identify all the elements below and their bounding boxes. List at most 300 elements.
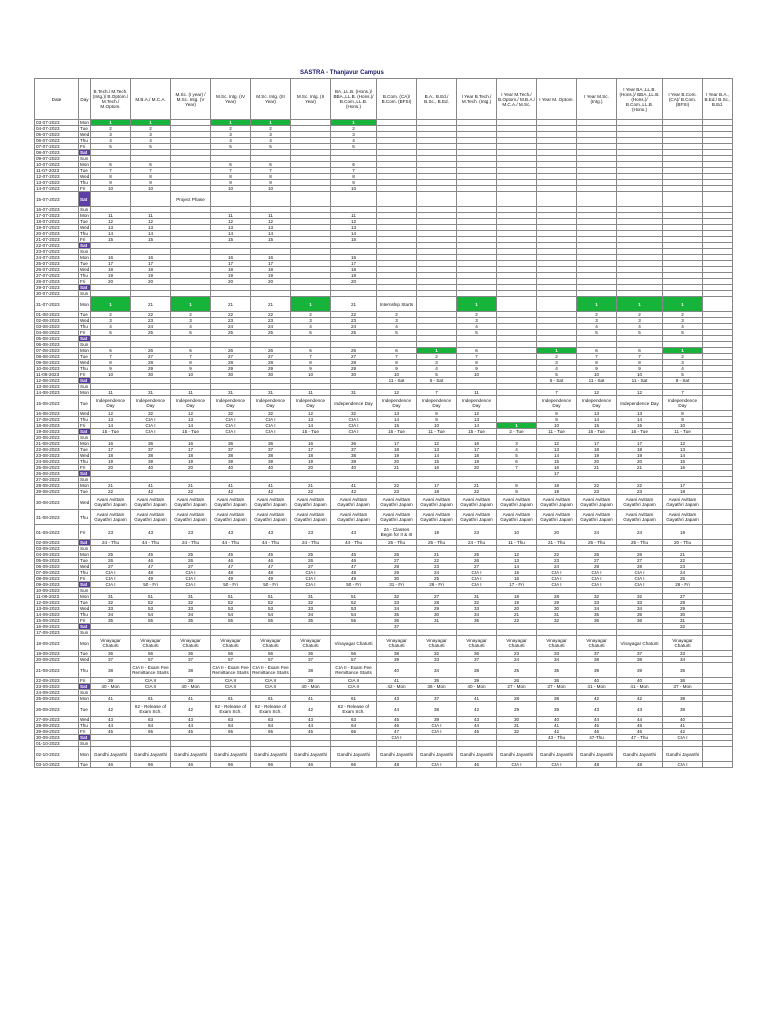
table-cell: 54 (251, 612, 291, 618)
table-cell: Gandhi Jayanthi (131, 747, 171, 762)
table-cell: 12 (537, 441, 577, 447)
table-cell: 20 (377, 459, 417, 465)
table-cell: 36 (251, 441, 291, 447)
table-cell: 13 (211, 225, 251, 231)
table-cell: 7 (131, 168, 171, 174)
table-cell: 7 (171, 354, 211, 360)
table-cell: 37 (457, 657, 497, 663)
table-cell: 34 (537, 657, 577, 663)
table-cell: 13 (377, 411, 417, 417)
table-cell: 15 (91, 237, 131, 243)
table-cell: 6 (251, 162, 291, 168)
table-cell: 32 (131, 411, 171, 417)
day-cell: Wed (80, 717, 90, 722)
table-cell (703, 525, 733, 540)
table-cell: 19 (251, 273, 291, 279)
table-cell: 37 (577, 651, 617, 657)
table-cell: 29 (211, 366, 251, 372)
table-cell: 5 (171, 330, 211, 336)
date-cell: 04-08-2023 (35, 330, 79, 336)
table-cell: 10 (537, 423, 577, 429)
table-cell: 34 (377, 606, 417, 612)
table-cell: 61 (251, 696, 291, 702)
table-cell: 34 (617, 606, 663, 612)
table-cell: 27 (331, 354, 377, 360)
table-cell: 39 (417, 717, 457, 723)
table-cell: 19 (537, 489, 577, 495)
table-cell: 22 (291, 489, 331, 495)
table-cell: 49 (211, 576, 251, 582)
column-header: M.Sc. Intg. (II Year) (291, 79, 331, 120)
day-cell: Wed (80, 360, 90, 365)
day-cell: Thu (79, 663, 91, 678)
table-cell: 65 (211, 729, 251, 735)
table-cell: 24 (417, 570, 457, 576)
table-cell: 4 (377, 324, 417, 330)
table-cell: 50 - Fri (131, 582, 171, 588)
date-cell: 15-07-2023 (35, 192, 79, 207)
table-cell: 32 (497, 729, 537, 735)
table-cell: 17 (577, 441, 617, 447)
table-cell: CIA I (457, 576, 497, 582)
date-cell: 07-07-2023 (35, 144, 79, 150)
table-cell: 37 - Mon (537, 684, 577, 690)
table-cell: 8 (457, 360, 497, 366)
table-cell: 11 - Thu (497, 540, 537, 546)
table-cell: 56 (331, 651, 377, 657)
table-cell: 17 - Fri (497, 582, 537, 588)
day-cell: Tue (79, 354, 91, 360)
day-cell: Tue (79, 396, 91, 411)
date-cell: 30-07-2023 (35, 291, 79, 297)
table-cell: 27 (91, 564, 131, 570)
table-cell: 29 (131, 366, 171, 372)
table-cell: 46 (291, 762, 331, 768)
table-cell: CIA I (663, 762, 703, 768)
table-cell: 20 (577, 459, 617, 465)
table-cell: 65 (331, 729, 377, 735)
table-cell: Independence Day (457, 396, 497, 411)
table-cell: 33 (171, 606, 211, 612)
date-cell: 09-07-2023 (35, 156, 79, 162)
table-cell: Avani Avittam Gayathri Japam (417, 495, 457, 510)
date-cell: 05-09-2023 (35, 558, 79, 564)
table-cell: 21 (131, 297, 171, 312)
table-cell: 26 (497, 678, 537, 684)
table-cell: 10 (577, 372, 617, 378)
table-cell: 29 (377, 570, 417, 576)
table-cell: 6 (291, 348, 331, 354)
table-cell: 26 - Fri (417, 582, 457, 588)
date-cell: 10-08-2023 (35, 366, 79, 372)
day-cell: Thu (79, 723, 91, 729)
table-cell: 4 (331, 138, 377, 144)
table-cell: 41 (331, 483, 377, 489)
table-cell: 12 (251, 219, 291, 225)
table-cell: Project Phase (171, 192, 211, 207)
table-cell: 6 (617, 348, 663, 354)
table-cell: 36 (291, 651, 331, 657)
table-cell (251, 192, 291, 207)
table-cell: 23 (91, 525, 131, 540)
table-cell: 7 (663, 390, 703, 396)
day-cell: Fri (79, 279, 91, 285)
day-cell: Fri (79, 372, 91, 378)
table-cell: 7 (251, 168, 291, 174)
table-cell: 22 (91, 489, 131, 495)
table-cell: 33 (91, 606, 131, 612)
table-cell: Gandhi Jayanthi (171, 747, 211, 762)
table-cell: 20 (457, 465, 497, 471)
table-cell (703, 702, 733, 717)
table-cell: 2 - Tue (497, 429, 537, 435)
table-cell: 52 (331, 600, 377, 606)
table-cell: 18 (577, 447, 617, 453)
table-cell: 13 (497, 558, 537, 564)
day-cell: Wed (80, 657, 90, 662)
table-cell: 35 (577, 612, 617, 618)
date-cell: 24-07-2023 (35, 255, 79, 261)
table-cell: 65 (131, 729, 171, 735)
table-cell: 45 (171, 729, 211, 735)
table-cell: 4 (457, 324, 497, 330)
table-cell: 26 (377, 552, 417, 558)
table-cell: 18 (131, 267, 171, 273)
day-cell: Sun (79, 207, 91, 213)
date-cell: 09-08-2023 (35, 360, 79, 366)
day-cell: Sun (79, 249, 91, 255)
table-cell: 26 (331, 348, 377, 354)
column-header: I Year M. Optom. (537, 79, 577, 120)
table-cell: 66 (251, 762, 291, 768)
table-cell: 26 (251, 348, 291, 354)
table-cell: 52 (251, 600, 291, 606)
table-cell: 46 (91, 762, 131, 768)
table-cell: 17 (171, 447, 211, 453)
date-cell: 10-09-2023 (35, 588, 79, 594)
table-cell: 43 (457, 717, 497, 723)
date-cell: 24-09-2023 (35, 690, 79, 696)
table-cell: 13 (291, 417, 331, 423)
table-cell: 2 (663, 312, 703, 318)
table-cell: 18 (537, 483, 577, 489)
table-cell: 23 (497, 651, 537, 657)
table-cell: 5 (131, 144, 171, 150)
table-cell: 32 (291, 600, 331, 606)
table-cell: 44 (171, 723, 211, 729)
table-cell: 40 (331, 465, 377, 471)
date-cell: 03-08-2023 (35, 324, 79, 330)
table-cell: Avani Avittam Gayathri Japam (537, 510, 577, 525)
table-cell: 28 (577, 564, 617, 570)
table-cell: 42 (171, 702, 211, 717)
table-cell: 3 (663, 360, 703, 366)
table-cell: 18 (91, 267, 131, 273)
table-cell: 39 (457, 678, 497, 684)
table-cell: 25 (131, 330, 171, 336)
table-cell: 44 (377, 702, 417, 717)
table-cell: 2 (131, 126, 171, 132)
table-cell: 36 (91, 651, 131, 657)
table-cell: 64 (131, 723, 171, 729)
day-cell: Mon (80, 696, 89, 701)
table-cell: 45 (211, 552, 251, 558)
table-cell: 26 (457, 558, 497, 564)
date-cell: 21-07-2023 (35, 237, 79, 243)
date-cell: 11-07-2023 (35, 168, 79, 174)
table-cell: CIA I (417, 729, 457, 735)
date-cell: 13-09-2023 (35, 606, 79, 612)
table-cell: Vinayagar Chaturti (331, 636, 377, 651)
table-cell: 50 - Fri (251, 582, 291, 588)
day-cell: Fri (79, 423, 91, 429)
table-cell: 52 (131, 600, 171, 606)
table-cell: 2 (291, 312, 331, 318)
table-cell: 8 (497, 483, 537, 489)
table-cell: 11 - Sat (377, 378, 417, 384)
table-cell: 5 (211, 144, 251, 150)
day-cell: Tue (79, 558, 91, 564)
date-cell: 20-08-2023 (35, 435, 79, 441)
table-cell: 34 (417, 663, 457, 678)
table-cell: 40 (131, 465, 171, 471)
table-cell: 5 (497, 453, 537, 459)
table-cell: 6 (91, 348, 131, 354)
table-cell (457, 192, 497, 207)
table-cell: 24 - Thu (457, 540, 497, 546)
table-cell: 11 (91, 390, 131, 396)
table-cell (211, 192, 251, 207)
table-cell: 51 (331, 594, 377, 600)
date-cell: 13-08-2023 (35, 384, 79, 390)
table-cell: 41 (537, 723, 577, 729)
table-cell: 30 (131, 372, 171, 378)
table-cell: Vinayagar Chaturti (537, 636, 577, 651)
table-cell: Gandhi Jayanthi (577, 747, 617, 762)
day-cell: Thu (79, 366, 91, 372)
table-row (35, 192, 733, 207)
table-cell: 35 (91, 618, 131, 624)
table-cell: 30 (251, 372, 291, 378)
table-cell: 24 (617, 525, 663, 540)
table-cell: 4 (417, 366, 457, 372)
table-cell: 22 (577, 483, 617, 489)
table-cell: 26 (91, 558, 131, 564)
table-cell: 38 (91, 663, 131, 678)
table-cell: 15 (331, 237, 377, 243)
table-cell: 39 (251, 459, 291, 465)
table-cell: 15 - Tue (91, 429, 131, 435)
date-cell: 11-08-2023 (35, 372, 79, 378)
table-cell: 5 (291, 330, 331, 336)
day-cell: Sat (79, 429, 91, 435)
table-cell: 1 (663, 297, 703, 312)
table-cell: 23 (211, 318, 251, 324)
column-header: I Year B.Tech./ M.Tech. (Intg.) (457, 79, 497, 120)
table-cell: 9 (617, 366, 663, 372)
table-cell: 9 (171, 366, 211, 372)
table-cell: 11 - Sat (577, 378, 617, 384)
table-cell: 32 (417, 651, 457, 657)
table-cell: 42 (251, 489, 291, 495)
table-cell: Avani Avittam Gayathri Japam (457, 495, 497, 510)
day-cell: Sun (79, 156, 91, 162)
table-cell: 14 (91, 231, 131, 237)
date-cell: 27-08-2023 (35, 477, 79, 483)
table-cell: 44 - Thu (131, 540, 171, 546)
table-cell: 23 (251, 318, 291, 324)
date-cell: 22-07-2023 (35, 243, 79, 249)
table-cell: 57 (211, 657, 251, 663)
table-cell: 54 (211, 612, 251, 618)
table-cell: 4 (91, 324, 131, 330)
table-cell: 44 (291, 723, 331, 729)
date-cell: 23-07-2023 (35, 249, 79, 255)
table-cell: 21 (417, 552, 457, 558)
table-cell: 11 (91, 213, 131, 219)
table-cell: CIA I (211, 417, 251, 423)
table-cell: 11 (457, 390, 497, 396)
table-cell: 27 (617, 558, 663, 564)
day-cell: Tue (79, 489, 91, 495)
table-cell: 25 - Thu (417, 540, 457, 546)
table-cell: 28 (331, 360, 377, 366)
table-cell: 49 (131, 576, 171, 582)
table-cell: 4 (171, 324, 211, 330)
table-cell: 1 (91, 120, 131, 126)
table-cell: 46 (211, 558, 251, 564)
table-cell: 19 (131, 273, 171, 279)
table-cell: Gandhi Jayanthi (663, 747, 703, 762)
table-cell: 25 - Thu (577, 540, 617, 546)
table-cell: 30 (331, 372, 377, 378)
table-cell: 38 (457, 663, 497, 678)
academic-calendar-table (34, 78, 733, 768)
table-cell: 40 (663, 717, 703, 723)
day-cell: Thu (79, 180, 91, 186)
table-cell: 23 (417, 564, 457, 570)
table-cell: 25 (417, 576, 457, 582)
date-cell: 27-07-2023 (35, 273, 79, 279)
table-cell: 35 (617, 612, 663, 618)
table-cell: 41 (457, 696, 497, 702)
table-cell: 3 (497, 441, 537, 447)
day-cell: Sun (79, 342, 91, 348)
column-header: M.Sc. Intg. (III Year) (251, 79, 291, 120)
table-cell: 47 (251, 564, 291, 570)
date-cell: 20-07-2023 (35, 231, 79, 237)
table-cell: 3 (417, 360, 457, 366)
column-header: M.Sc. Intg. (IV Year) (211, 79, 251, 120)
table-cell: 39 (577, 663, 617, 678)
table-cell: 27 (663, 594, 703, 600)
table-row (35, 495, 733, 510)
table-cell: 35 (663, 663, 703, 678)
day-cell: Mon (80, 441, 89, 446)
table-cell (537, 297, 577, 312)
table-cell: 25 (91, 552, 131, 558)
table-cell: 36 (131, 441, 171, 447)
date-cell: 25-09-2023 (35, 696, 79, 702)
table-cell: 14 (291, 423, 331, 429)
table-cell (703, 636, 733, 651)
table-cell: 39 (211, 459, 251, 465)
day-cell: Sat (79, 684, 91, 690)
day-cell: Sat (79, 735, 91, 741)
table-cell: 29 (417, 606, 457, 612)
table-row (35, 297, 733, 312)
table-cell: CIA I (131, 429, 171, 435)
day-cell: Sun (79, 741, 91, 747)
table-cell: 22 (457, 489, 497, 495)
table-cell: 45 (377, 717, 417, 723)
table-cell: 47 (131, 564, 171, 570)
table-cell: 4 (211, 138, 251, 144)
table-cell: 15 - Tue (291, 429, 331, 435)
table-cell: 21 (497, 612, 537, 618)
table-cell: 41 (171, 696, 211, 702)
table-cell: 20 (617, 459, 663, 465)
table-cell: 45 (91, 729, 131, 735)
campus-title: SASTRA - Thanjavur Campus (300, 70, 384, 76)
table-cell: 12 (291, 411, 331, 417)
table-cell: 39 (131, 459, 171, 465)
date-cell: 17-09-2023 (35, 630, 79, 636)
table-cell (91, 192, 131, 207)
day-cell: Wed (80, 225, 90, 230)
table-cell: 10 (91, 186, 131, 192)
table-cell: 20 (537, 525, 577, 540)
table-cell: CIA I (457, 570, 497, 576)
table-cell: 21 (457, 483, 497, 489)
column-header: B.A., B.Ed./ B.Sc., B.Ed. (417, 79, 457, 120)
table-cell: 37 (331, 447, 377, 453)
table-cell: 35 (171, 618, 211, 624)
table-cell: 43 (131, 525, 171, 540)
table-cell: 26 (617, 552, 663, 558)
table-cell: 36 (457, 651, 497, 657)
table-cell: Avani Avittam Gayathri Japam (91, 495, 131, 510)
table-cell: 2 (91, 312, 131, 318)
table-cell (497, 192, 537, 207)
day-cell: Wed (80, 132, 90, 137)
table-cell: 4 (291, 324, 331, 330)
table-cell: 24 - Thu (171, 540, 211, 546)
table-cell: 24 (251, 324, 291, 330)
table-cell: 31 (291, 594, 331, 600)
table-cell: 64 (331, 723, 377, 729)
table-cell: 6 (577, 348, 617, 354)
day-cell: Mon (80, 594, 89, 599)
table-cell: 15 (537, 459, 577, 465)
table-cell: 21 (617, 465, 663, 471)
table-cell: 41 (131, 483, 171, 489)
date-cell: 03-10-2023 (35, 762, 79, 768)
table-cell: 6 (171, 348, 211, 354)
table-cell: 43 (211, 525, 251, 540)
table-cell: Avani Avittam Gayathri Japam (617, 495, 663, 510)
table-cell: 36 (577, 618, 617, 624)
table-cell: 12 (663, 441, 703, 447)
table-cell: 27 (211, 354, 251, 360)
date-cell: 02-08-2023 (35, 318, 79, 324)
table-cell: 29 (663, 606, 703, 612)
table-cell: Independence Day (617, 396, 663, 411)
table-cell: 9 (91, 180, 131, 186)
date-cell: 02-09-2023 (35, 540, 79, 546)
table-cell: 19 (377, 453, 417, 459)
table-cell: 45 (331, 552, 377, 558)
